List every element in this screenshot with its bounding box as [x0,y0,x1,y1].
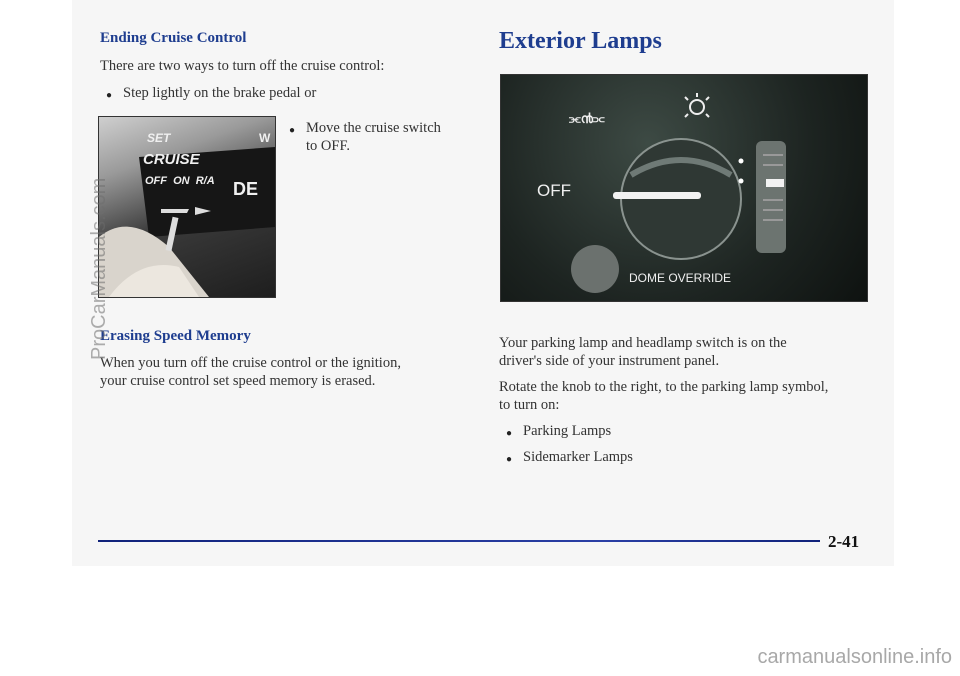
rotate-knob-text-line2: to turn on: [499,397,560,413]
bullet-sidemarker-lamps: ● Sidemarker Lamps [523,448,633,466]
site-watermark: carmanualsonline.info [757,646,952,668]
bullet-move-switch-line1: ● Move the cruise switch [306,119,441,137]
set-label: SET [147,131,171,145]
bullet-brake-pedal: ● Step lightly on the brake pedal or [123,84,316,102]
dome-override-label: DOME OVERRIDE [629,271,732,285]
erasing-text-line1: When you turn off the cruise control or the ignition, [100,355,401,371]
bullet-move-switch-line2: to OFF. [306,138,350,154]
off-label: OFF [537,181,571,200]
bullet-parking-lamps: ● Parking Lamps [523,422,611,440]
erasing-speed-heading: Erasing Speed Memory [100,328,251,344]
parking-switch-text-line2: driver's side of your instrument panel. [499,353,720,369]
off-on-ra-label: OFF ON R/A [145,175,215,187]
page-number: 2-41 [828,532,860,551]
ending-intro: There are two ways to turn off the cruise control: [100,58,385,74]
rotate-knob-text-line1: Rotate the knob to the right, to the parking lamp symbol, [499,379,829,395]
exterior-lamps-title: Exterior Lamps [499,28,662,54]
cruise-lever-illustration [99,117,275,297]
ending-cruise-heading: Ending Cruise Control [100,30,247,46]
parking-switch-text-line1: Your parking lamp and headlamp switch is on the [499,335,787,351]
headlamp-switch-photo [500,74,868,302]
cruise-label: CRUISE [143,151,200,168]
cruise-switch-photo [98,116,276,298]
w-label: W [259,131,271,145]
de-label: DE [233,179,259,199]
footer-rule [98,540,820,542]
side-watermark: ProCarManuals.com [88,177,110,360]
parking-lamp-symbol-icon: ⫘൯⫗ [569,111,605,126]
erasing-text-line2: your cruise control set speed memory is erased. [100,373,376,389]
